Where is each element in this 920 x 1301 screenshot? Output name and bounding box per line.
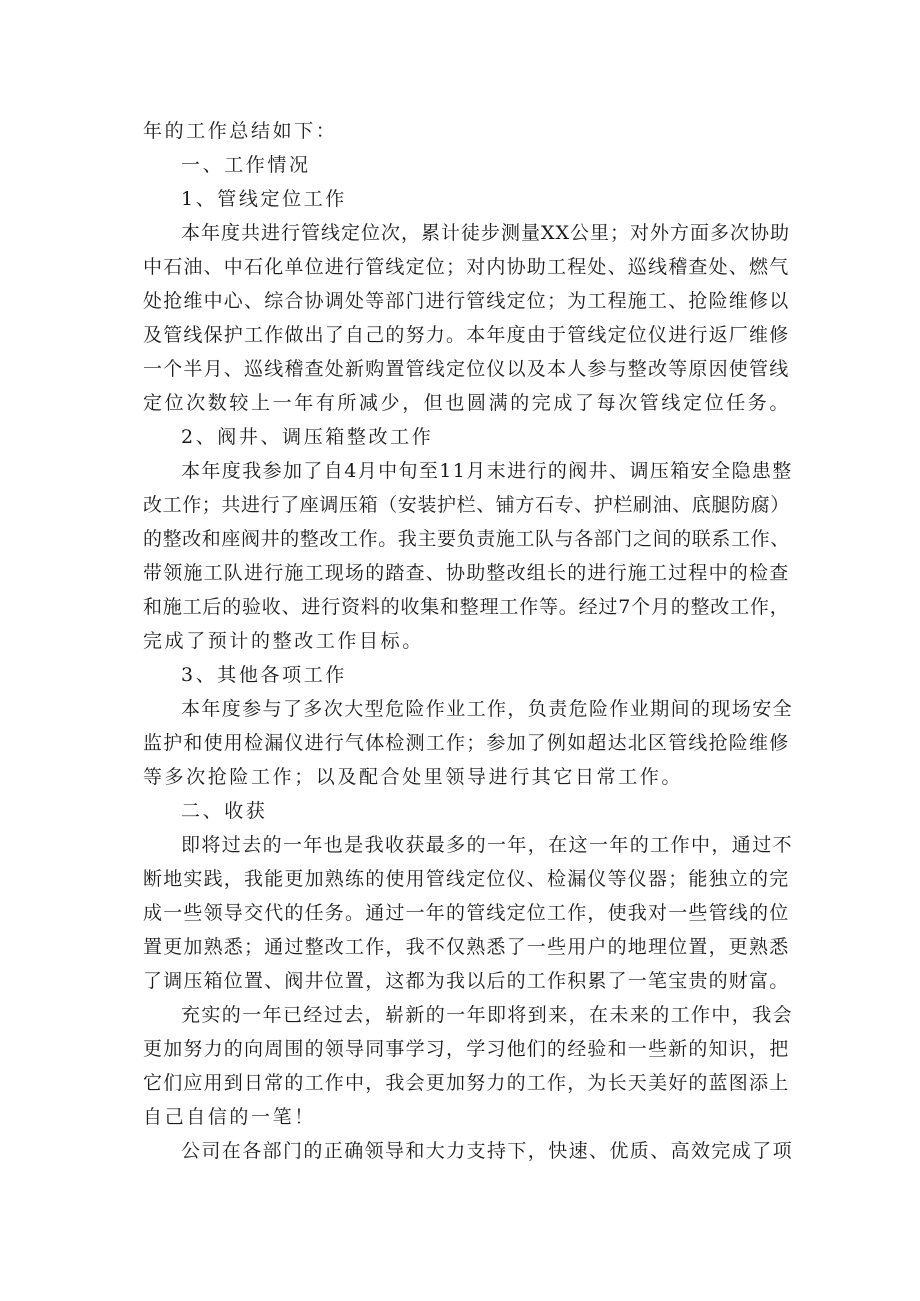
paragraph-line: 的整改和座阀井的整改工作。我主要负责施工队与各部门之间的联系工作、 — [143, 528, 790, 550]
paragraph-line: 即将过去的一年也是我收获最多的一年，在这一年的工作中，通过不 — [181, 834, 794, 856]
subsection-heading-valve-rectification: 2、阀井、调压箱整改工作 — [181, 426, 434, 448]
document-page — [143, 114, 793, 1168]
paragraph-line: 及管线保护工作做出了自己的努力。本年度由于管线定位仪进行返厂维修 — [143, 324, 790, 346]
paragraph-line: 和施工后的验收、进行资料的收集和整理工作等。经过7个月的整改工作， — [143, 596, 790, 618]
paragraph-line: 本年度我参加了自4月中旬至11月末进行的阀井、调压箱安全隐患整 — [181, 460, 793, 482]
paragraph-line: 公司在各部门的正确领导和大力支持下，快速、优质、高效完成了项 — [181, 1140, 794, 1162]
paragraph-line: 定位次数较上一年有所减少，但也圆满的完成了每次管线定位任务。 — [143, 392, 792, 414]
paragraph-line: 一个半月、巡线稽查处新购置管线定位仪以及本人参与整改等原因使管线 — [143, 358, 790, 380]
section-heading-work-status: 一、工作情况 — [181, 154, 311, 176]
subsection-heading-other-work: 3、其他各项工作 — [181, 664, 347, 686]
paragraph-line: 更加努力的向周围的领导同事学习，学习他们的经验和一些新的知识，把 — [143, 1038, 790, 1060]
subsection-heading-pipeline-locating: 1、管线定位工作 — [181, 188, 347, 210]
paragraph-line: 处抢维中心、综合协调处等部门进行管线定位；为工程施工、抢险维修以 — [143, 290, 790, 312]
paragraph-line: 本年度共进行管线定位次，累计徒步测量XX公里；对外方面多次协助 — [181, 222, 791, 244]
paragraph-line: 监护和使用检漏仪进行气体检测工作；参加了例如超达北区管线抢险维修 — [143, 732, 790, 754]
paragraph-line: 置更加熟悉；通过整改工作，我不仅熟悉了一些用户的地理位置，更熟悉 — [143, 936, 790, 958]
paragraph-line: 它们应用到日常的工作中，我会更加努力的工作，为长天美好的蓝图添上 — [143, 1072, 790, 1094]
paragraph-line: 等多次抢险工作；以及配合处里领导进行其它日常工作。 — [143, 766, 684, 788]
paragraph-line: 本年度参与了多次大型危险作业工作，负责危险作业期间的现场安全 — [181, 698, 794, 720]
section-heading-gains: 二、收获 — [181, 800, 268, 822]
paragraph-line: 完成了预计的整改工作目标。 — [143, 630, 424, 652]
paragraph-line: 自己自信的一笔！ — [143, 1106, 316, 1128]
paragraph-line: 充实的一年已经过去，崭新的一年即将到来，在未来的工作中，我会 — [181, 1004, 794, 1026]
paragraph-line: 了调压箱位置、阀井位置，这都为我以后的工作积累了一笔宝贵的财富。 — [143, 970, 790, 992]
paragraph-line: 中石油、中石化单位进行管线定位；对内协助工程处、巡线稽查处、燃气 — [143, 256, 790, 278]
paragraph-line: 改工作；共进行了座调压箱（安装护栏、铺方石专、护栏刷油、底腿防腐） — [143, 494, 790, 516]
text-line-1: 年的工作总结如下： — [143, 120, 338, 142]
paragraph-line: 断地实践，我能更加熟练的使用管线定位仪、检漏仪等仪器；能独立的完 — [143, 868, 790, 890]
paragraph-line: 成一些领导交代的任务。通过一年的管线定位工作，使我对一些管线的位 — [143, 902, 790, 924]
paragraph-line: 带领施工队进行施工现场的踏查、协助整改组长的进行施工过程中的检查 — [143, 562, 790, 584]
